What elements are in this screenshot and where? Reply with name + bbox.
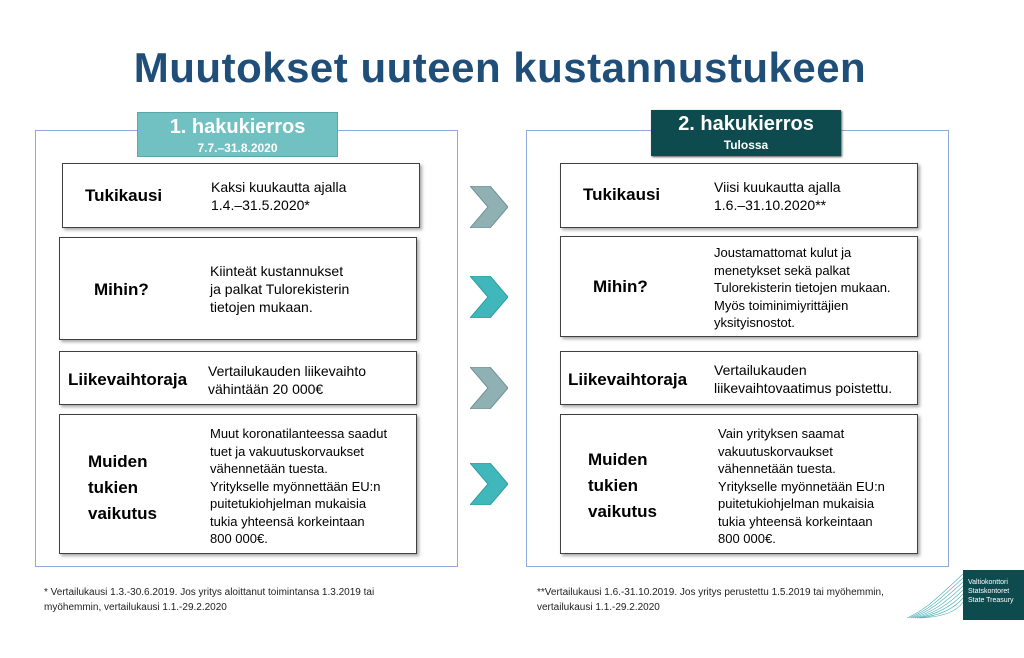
label-line: tukien <box>588 476 639 495</box>
round2-subheading: Tulossa <box>723 138 769 152</box>
text-line: Joustamattomat kulut ja <box>714 245 852 260</box>
logo-line: Valtiokonttori <box>968 579 1008 586</box>
text-line: 1.6.–31.10.2020** <box>714 197 827 213</box>
round1-mihin-label: Mihin? <box>94 280 149 299</box>
label-line: vaikutus <box>588 502 657 521</box>
round1-footnote <box>44 585 374 615</box>
text-line: Vertailukauden <box>714 362 807 378</box>
footnote-line: **Vertailukausi 1.6.-31.10.2019. Jos yritys perustettu 1.5.2019 tai myöhemmin, <box>537 587 884 598</box>
round1-tukikausi-label: Tukikausi <box>85 186 163 205</box>
text-line: tietojen mukaan. <box>210 299 313 315</box>
round2-tukikausi-text <box>714 178 841 214</box>
text-line: Vertailukauden liikevaihto <box>208 363 366 379</box>
round2-muiden-box <box>560 414 918 554</box>
text-line: Yritykselle myönnettään EU:n <box>210 478 381 494</box>
text-line: tukia yhteensä korkeintaan <box>210 513 365 529</box>
label-line: tukien <box>88 478 139 497</box>
round1-mihin-text <box>210 262 349 316</box>
text-line: vakuutuskorvaukset <box>718 443 833 459</box>
logo-line: State Treasury <box>968 597 1014 604</box>
chevron-right-icon <box>470 367 508 409</box>
logo-line: Statskontoret <box>968 588 1010 595</box>
text-line: Tulorekisterin tietojen mukaan. <box>714 280 891 295</box>
page-title: Muutokset uuteen kustannustukeen <box>133 44 867 91</box>
text-line: tuet ja vakuutuskorvaukset <box>210 443 364 459</box>
round1-subheading: 7.7.–31.8.2020 <box>197 141 278 155</box>
text-line: 800 000€. <box>718 531 776 546</box>
round1-muiden-box <box>59 414 417 554</box>
footnote-line: vertailukausi 1.1.-29.2.2020 <box>537 602 660 613</box>
round1-liikevaihtoraja-box <box>59 351 417 405</box>
text-line: vähintään 20 000€ <box>208 381 324 397</box>
round2-liikevaihtoraja-text <box>714 361 892 397</box>
label-line: vaikutus <box>88 504 157 523</box>
text-line: puitetukiohjelman mukaisia <box>718 496 875 511</box>
text-line: Kiinteät kustannukset <box>210 263 344 279</box>
logo-text <box>968 578 1014 605</box>
round2-mihin-box <box>560 236 918 337</box>
text-line: ja palkat Tulorekisterin <box>210 281 350 297</box>
round1-muiden-label <box>88 449 157 527</box>
round2-muiden-text <box>718 425 885 548</box>
round1-tukikausi-box <box>62 163 420 228</box>
footnote-line: myöhemmin, vertailukausi 1.1.-29.2.2020 <box>44 602 227 613</box>
round1-heading: 1. hakukierros <box>169 116 306 138</box>
round2-heading: 2. hakukierros <box>678 113 814 135</box>
chevron-right-icon <box>470 186 508 228</box>
round2-header <box>651 110 841 156</box>
label-line: Muiden <box>88 452 148 471</box>
text-line: menetykset sekä palkat <box>714 262 850 278</box>
chevron-right-icon <box>470 276 508 318</box>
round2-mihin-label: Mihin? <box>593 277 648 296</box>
round1-liikevaihtoraja-text <box>208 362 366 398</box>
text-line: Muut koronatilanteessa saadut <box>210 426 388 441</box>
text-line: Myös toiminimiyrittäjien <box>714 297 849 313</box>
round2-liikevaihtoraja-box <box>560 351 918 405</box>
round1-liikevaihtoraja-label: Liikevaihtoraja <box>68 370 188 389</box>
text-line: 1.4.–31.5.2020* <box>211 197 310 213</box>
text-line: Vain yrityksen saamat <box>718 426 845 441</box>
round1-muiden-text <box>210 425 387 548</box>
round1-header <box>137 112 338 157</box>
text-line: puitetukiohjelman mukaisia <box>210 496 367 511</box>
footnote-line: * Vertailukausi 1.3.-30.6.2019. Jos yritys aloittanut toimintansa 1.3.2019 tai <box>44 587 375 598</box>
chevron-right-icon <box>470 463 508 505</box>
text-line: liikevaihtovaatimus poistettu. <box>714 380 893 396</box>
text-line: 800 000€. <box>210 531 268 546</box>
text-line: tukia yhteensä korkeintaan <box>718 513 873 529</box>
text-line: Kaksi kuukautta ajalla <box>211 179 347 195</box>
round2-mihin-text <box>714 244 891 332</box>
text-line: yksityisnostot. <box>714 315 795 330</box>
text-line: vähennetään tuesta. <box>210 461 328 476</box>
text-line: Viisi kuukautta ajalla <box>714 179 841 195</box>
label-line: Muiden <box>588 450 648 469</box>
round2-tukikausi-box <box>560 163 918 228</box>
round1-tukikausi-text <box>211 178 346 214</box>
round2-footnote <box>537 585 884 615</box>
text-line: Yritykselle myönnetään EU:n <box>718 478 885 494</box>
round2-tukikausi-label: Tukikausi <box>583 185 661 204</box>
round2-muiden-label <box>588 447 657 525</box>
text-line: vähennetään tuesta. <box>718 461 836 476</box>
round1-mihin-box <box>59 237 417 340</box>
round2-liikevaihtoraja-label: Liikevaihtoraja <box>568 370 688 389</box>
